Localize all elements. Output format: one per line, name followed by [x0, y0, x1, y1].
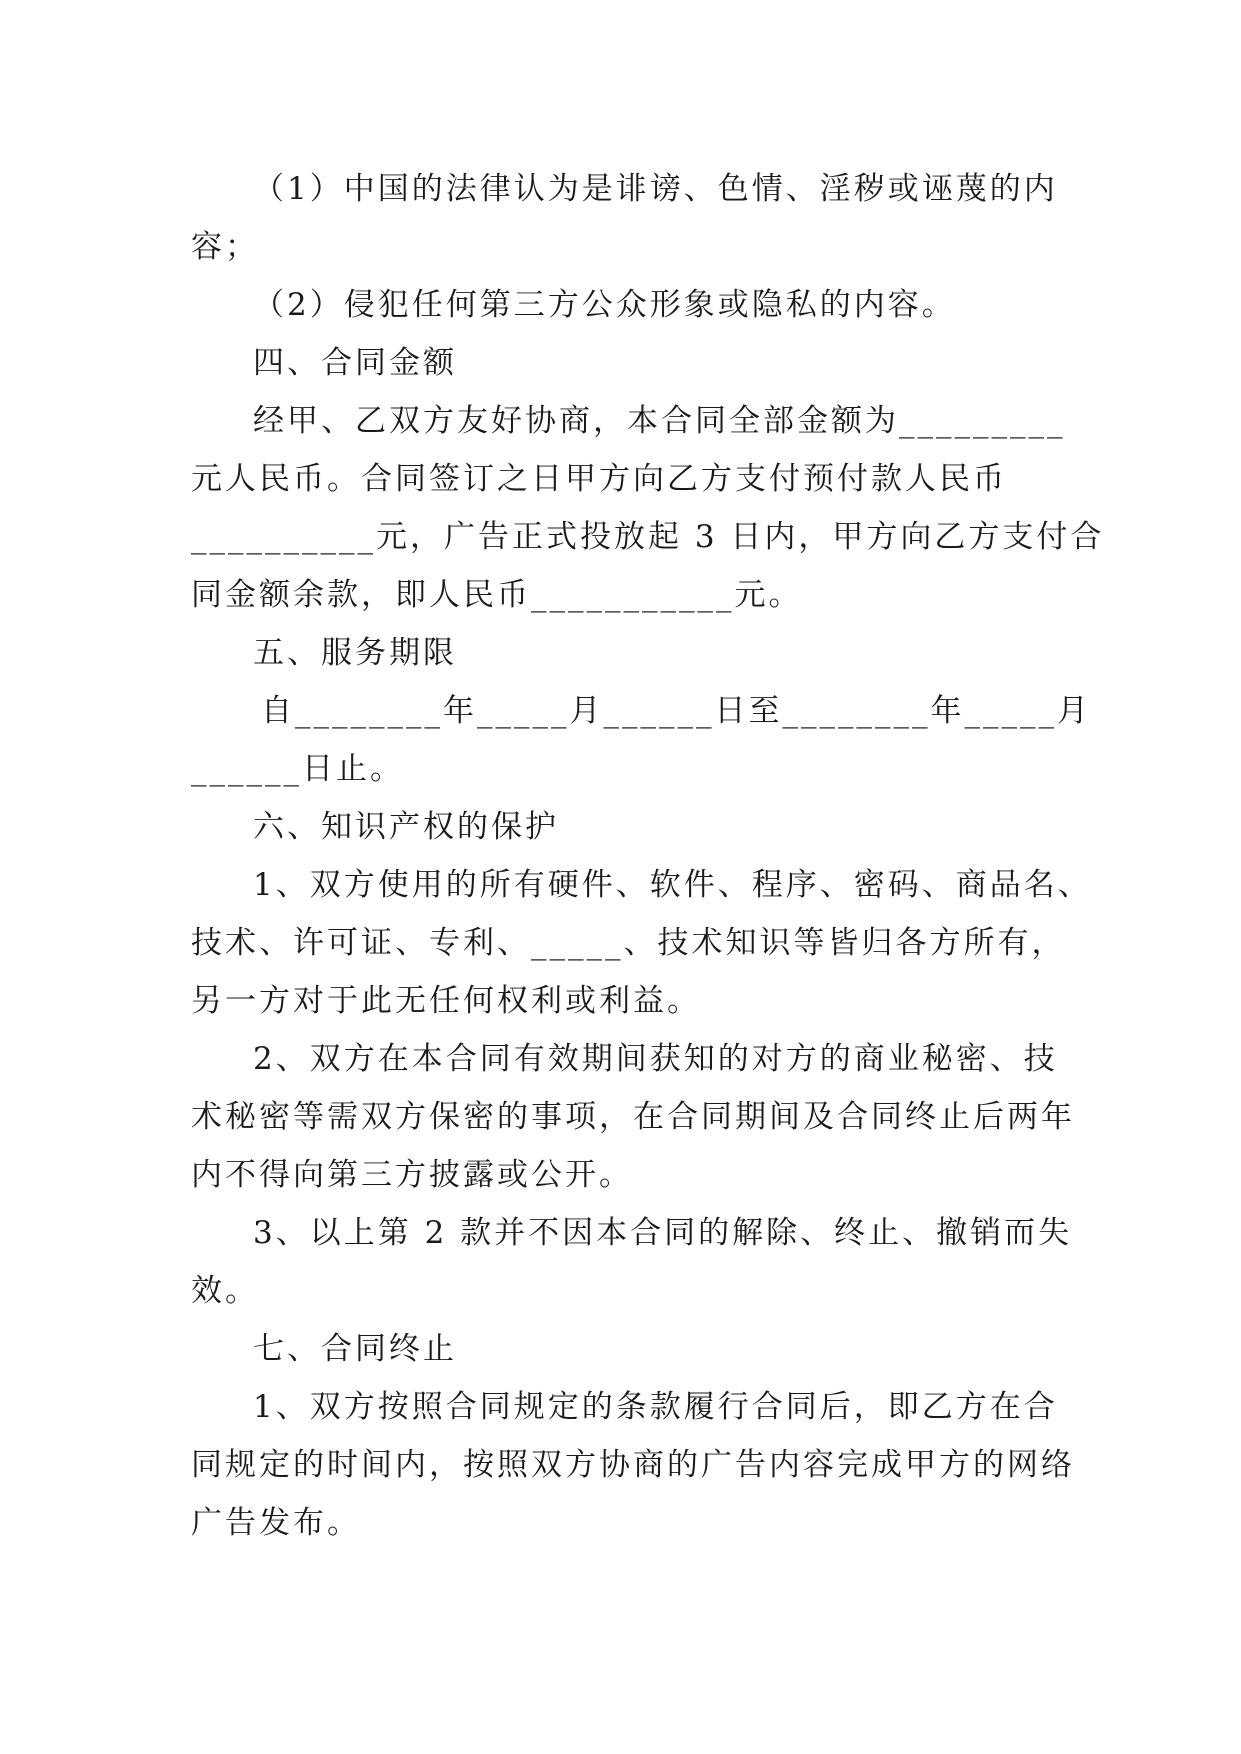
paragraph-ip-1-cont-1: 技术、许可证、专利、_____、技术知识等皆归各方所有，: [191, 925, 1066, 961]
paragraph-ip-2: 2、双方在本合同有效期间获知的对方的商业秘密、技: [253, 1041, 1058, 1077]
document-body: [191, 160, 1105, 1552]
paragraph-ip-2-cont-2: 内不得向第三方披露或公开。: [191, 1157, 633, 1193]
clause-item-2: （2）侵犯任何第三方公众形象或隐私的内容。: [253, 287, 956, 323]
section-heading-ip: 六、知识产权的保护: [253, 809, 559, 845]
paragraph-termination-1-cont-2: 广告发布。: [191, 1505, 361, 1541]
paragraph-ip-3-cont: 效。: [191, 1273, 259, 1309]
paragraph-amount-cont-3: 同金额余款，即人民币___________元。: [191, 577, 803, 613]
paragraph-ip-1-cont-2: 另一方对于此无任何权利或利益。: [191, 983, 701, 1019]
paragraph-amount: 经甲、乙双方友好协商，本合同全部金额为_________: [253, 403, 1066, 439]
paragraph-ip-2-cont-1: 术秘密等需双方保密的事项，在合同期间及合同终止后两年: [191, 1099, 1075, 1135]
paragraph-termination-1: 1、双方按照合同规定的条款履行合同后，即乙方在合: [253, 1389, 1058, 1425]
paragraph-term-cont: ______日止。: [191, 751, 404, 787]
paragraph-amount-cont-2: __________元，广告正式投放起 3 日内，甲方向乙方支付合: [191, 519, 1105, 555]
paragraph-amount-cont-1: 元人民币。合同签订之日甲方向乙方支付预付款人民币: [191, 461, 1007, 497]
paragraph-term: 自________年_____月______日至________年_____月: [261, 693, 1091, 729]
paragraph-ip-1: 1、双方使用的所有硬件、软件、程序、密码、商品名、: [253, 867, 1092, 903]
paragraph-termination-1-cont-1: 同规定的时间内，按照双方协商的广告内容完成甲方的网络: [191, 1447, 1075, 1483]
clause-item-1: （1）中国的法律认为是诽谤、色情、淫秽或诬蔑的内: [253, 171, 1058, 207]
section-heading-term: 五、服务期限: [253, 635, 457, 671]
paragraph-ip-3: 3、以上第 2 款并不因本合同的解除、终止、撤销而失: [253, 1215, 1073, 1251]
clause-item-1-cont: 容；: [191, 229, 259, 265]
section-heading-amount: 四、合同金额: [253, 345, 457, 381]
section-heading-termination: 七、合同终止: [253, 1331, 457, 1367]
